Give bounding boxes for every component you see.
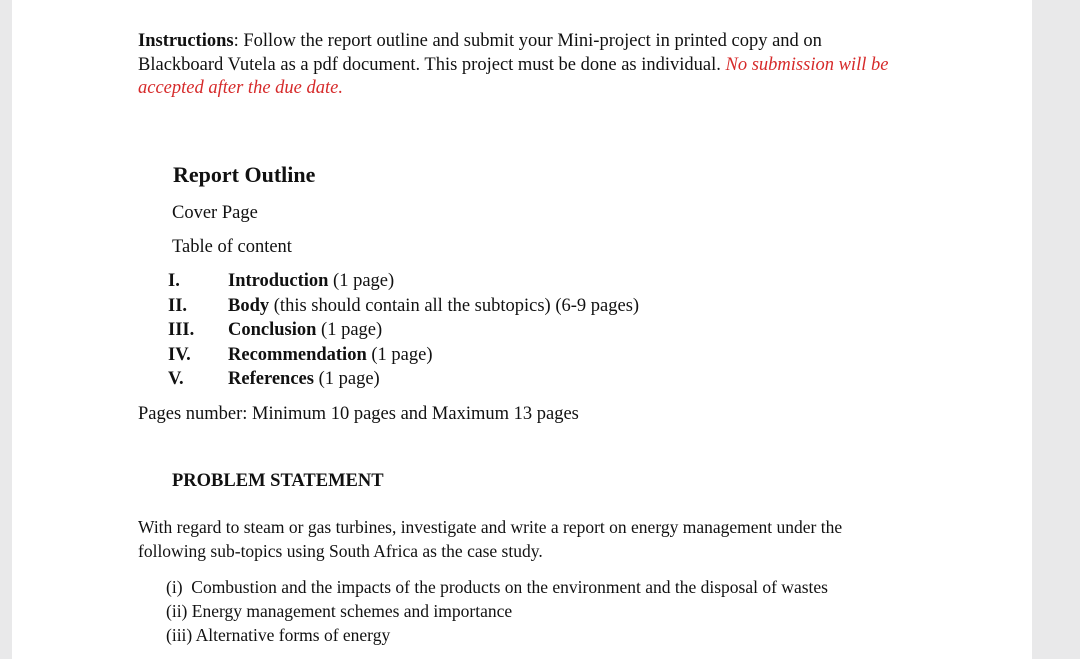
cover-page-item: Cover Page: [172, 203, 258, 223]
subtopic-item: (iii) Alternative forms of energy: [166, 625, 391, 645]
outline-entry: [228, 271, 394, 292]
instructions-paragraph: [138, 30, 898, 101]
problem-statement-heading: PROBLEM STATEMENT: [172, 471, 384, 491]
outline-entry: [228, 345, 432, 366]
outline-numeral: IV.: [168, 345, 191, 365]
outline-entry: [228, 320, 382, 341]
outline-entry-title: Body: [228, 296, 270, 316]
subtopic-item: (i) Combustion and the impacts of the products on the environment and the disposal of wastes: [166, 577, 828, 597]
outline-numeral: III.: [168, 320, 195, 340]
problem-statement-body: With regard to steam or gas turbines, investigate and write a report on energy management under the following sub-topics using South Africa as the case study.: [138, 517, 843, 561]
subtopic-item: (ii) Energy management schemes and importance: [166, 601, 513, 621]
instructions-label: Instructions: [138, 31, 234, 51]
outline-entry: [228, 369, 380, 390]
table-of-content-item: Table of content: [172, 237, 292, 257]
outline-numeral: V.: [168, 369, 184, 389]
outline-entry-title: Recommendation: [228, 345, 367, 365]
outline-entry-detail: (1 page): [366, 345, 433, 365]
outline-entry-detail: (1 page): [316, 320, 383, 340]
instructions-text: : Follow the report outline and submit your Mini-project in printed copy and on Blackboard Vutela as a pdf document. This project must be done as individual.: [138, 31, 822, 75]
outline-entry-title: References: [228, 369, 314, 389]
submission-warning: No submission will be accepted after the due date.: [138, 54, 889, 98]
outline-entry-detail: (this should contain all the subtopics) (6-9 pages): [269, 296, 640, 316]
outline-entry-detail: (1 page): [328, 271, 395, 291]
outline-entry: [228, 296, 639, 317]
outline-entry-title: Introduction: [228, 271, 329, 291]
pages-number-note: Pages number: Minimum 10 pages and Maximum 13 pages: [138, 404, 579, 424]
outline-entry-detail: (1 page): [313, 369, 380, 389]
outline-entry-title: Conclusion: [228, 320, 317, 340]
outline-numeral: I.: [168, 271, 180, 291]
report-outline-heading: Report Outline: [173, 162, 316, 187]
outline-numeral: II.: [168, 296, 188, 316]
